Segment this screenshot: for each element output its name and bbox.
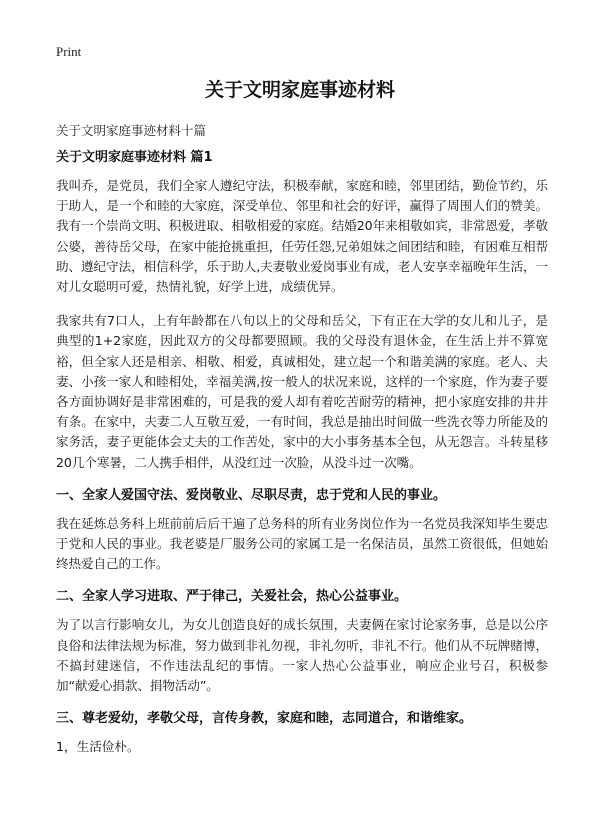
- document-body: [56, 149, 548, 757]
- body-paragraph-2: 我家共有7口人，上有年龄都在八旬以上的父母和岳父，下有正在大学的女儿和儿子，是典型的1+2家庭，因此双方的父母都要照顾。我的父母没有退休金，在生活上并不算宽裕，但全家人还是相亲、相敬、相爱，真诚相处，建立起一个和谐美满的家庭。老人、夫妻、小孩一家人和睦相处，幸福美满,按一般人的状况来说，这样的一个家庭，作为妻子要各方面协调好是非常困难的，可是我的爱人却有着吃苦耐劳的精神，把小家庭安排的井井有条。在家中，夫妻二人互敬互爱，一有时间，我总是抽出时间做一些洗衣等力所能及的家务活，妻子更能体会丈夫的工作苦处，家中的大小事务基本全包，从无怨言。斗转星移20几个寒暑，二人携手相伴，从没红过一次脸，从没斗过一次嘴。: [56, 313, 548, 470]
- heading-one: 一、全家人爱国守法、爱岗敬业、尽职尽责，忠于党和人民的事业。: [56, 487, 447, 503]
- document-subtitle: 关于文明家庭事迹材料十篇: [56, 123, 207, 138]
- body-paragraph-1: 我叫乔，是党员，我们全家人遵纪守法，积极奉献，家庭和睦，邻里团结，勤俭节约，乐于助人，是一个和睦的大家庭，深受单位、邻里和社会的好评，赢得了周围人们的赞美。我有一个崇尚文明、积极进取、相敬相爱的家庭。结婚20年来相敬如宾，非常恩爱，孝敬公婆，善待岳父母，在家中能抢挑重担，任劳任怨,兄弟姐妹之间团结和睦，有困难互相帮助、遵纪守法，相信科学，乐于助人,夫妻敬业爱岗事业有成，老人安享幸福晚年生活，一对儿女聪明可爱，热情礼貌，好学上进，成绩优异。: [56, 178, 548, 295]
- print-label: Print: [56, 44, 82, 59]
- document-title: 关于文明家庭事迹材料: [204, 79, 395, 101]
- heading-two-paragraph: 为了以言行影响女儿，为女儿创造良好的成长氛围，夫妻俩在家讨论家务事，总是以公序良俗和法律法规为标准，努力做到非礼勿视，非礼勿听，非礼不行。他们从不玩牌赌博，不搞封建迷信，不作违法乱纪的事情。一家人热心公益事业，响应企业号召，积极参加“献爱心捐款、捐物活动”。: [56, 617, 548, 694]
- list-item: 1，生活俭朴。: [56, 739, 140, 755]
- heading-two: 二、全家人学习进取、严于律己，关爱社会，热心公益事业。: [56, 589, 408, 605]
- heading-three: 三、尊老爱幼，孝敬父母，言传身教，家庭和睦，志同道合，和谐维家。: [56, 711, 473, 727]
- section-title: 关于文明家庭事迹材料 篇1: [56, 150, 213, 165]
- heading-one-paragraph: 我在延炼总务科上班前前后后干遍了总务科的所有业务岗位作为一名党员我深知毕生要忠于党和人民的事业。我老婆是厂服务公司的家属工是一名保洁员，虽然工资很低，但她始终热爱自己的工作。: [56, 515, 548, 572]
